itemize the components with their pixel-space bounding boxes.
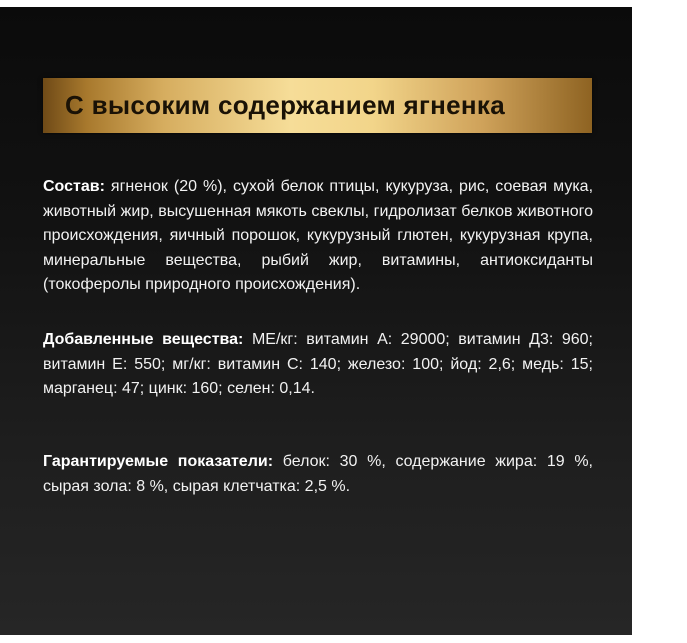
composition-label: Состав: — [43, 178, 111, 195]
composition-section — [43, 175, 593, 298]
additives-section — [43, 328, 593, 402]
label-panel — [0, 7, 632, 635]
additives-text: МЕ/кг: витамин А: 29000; витамин Д3: 960; витамин Е: 550; мг/кг: витамин С: 140; железо: 100; йод: 2,6; медь: 15; марганец: 47; цинк: 160; селен: 0,14. — [43, 331, 593, 397]
guaranteed-section — [43, 450, 593, 499]
banner-title: С высоким содержанием ягненка — [65, 90, 505, 120]
composition-text: ягненок (20 %), сухой белок птицы, кукуруза, рис, соевая мука, животный жир, высушенная мякоть свеклы, гидролизат белков животного происхождения, яичный порошок, кукурузный глютен, кукурузная крупа, минеральные вещества, рыбий жир, витамины, антиоксиданты (токоферолы природного происхождения). — [43, 178, 594, 293]
guaranteed-label: Гарантируемые показатели: — [43, 453, 283, 470]
guaranteed-text: белок: 30 %, содержание жира: 19 %, сырая зола: 8 %, сырая клетчатка: 2,5 %. — [43, 453, 593, 495]
title-banner — [43, 78, 592, 133]
additives-label: Добавленные вещества: — [43, 331, 252, 348]
